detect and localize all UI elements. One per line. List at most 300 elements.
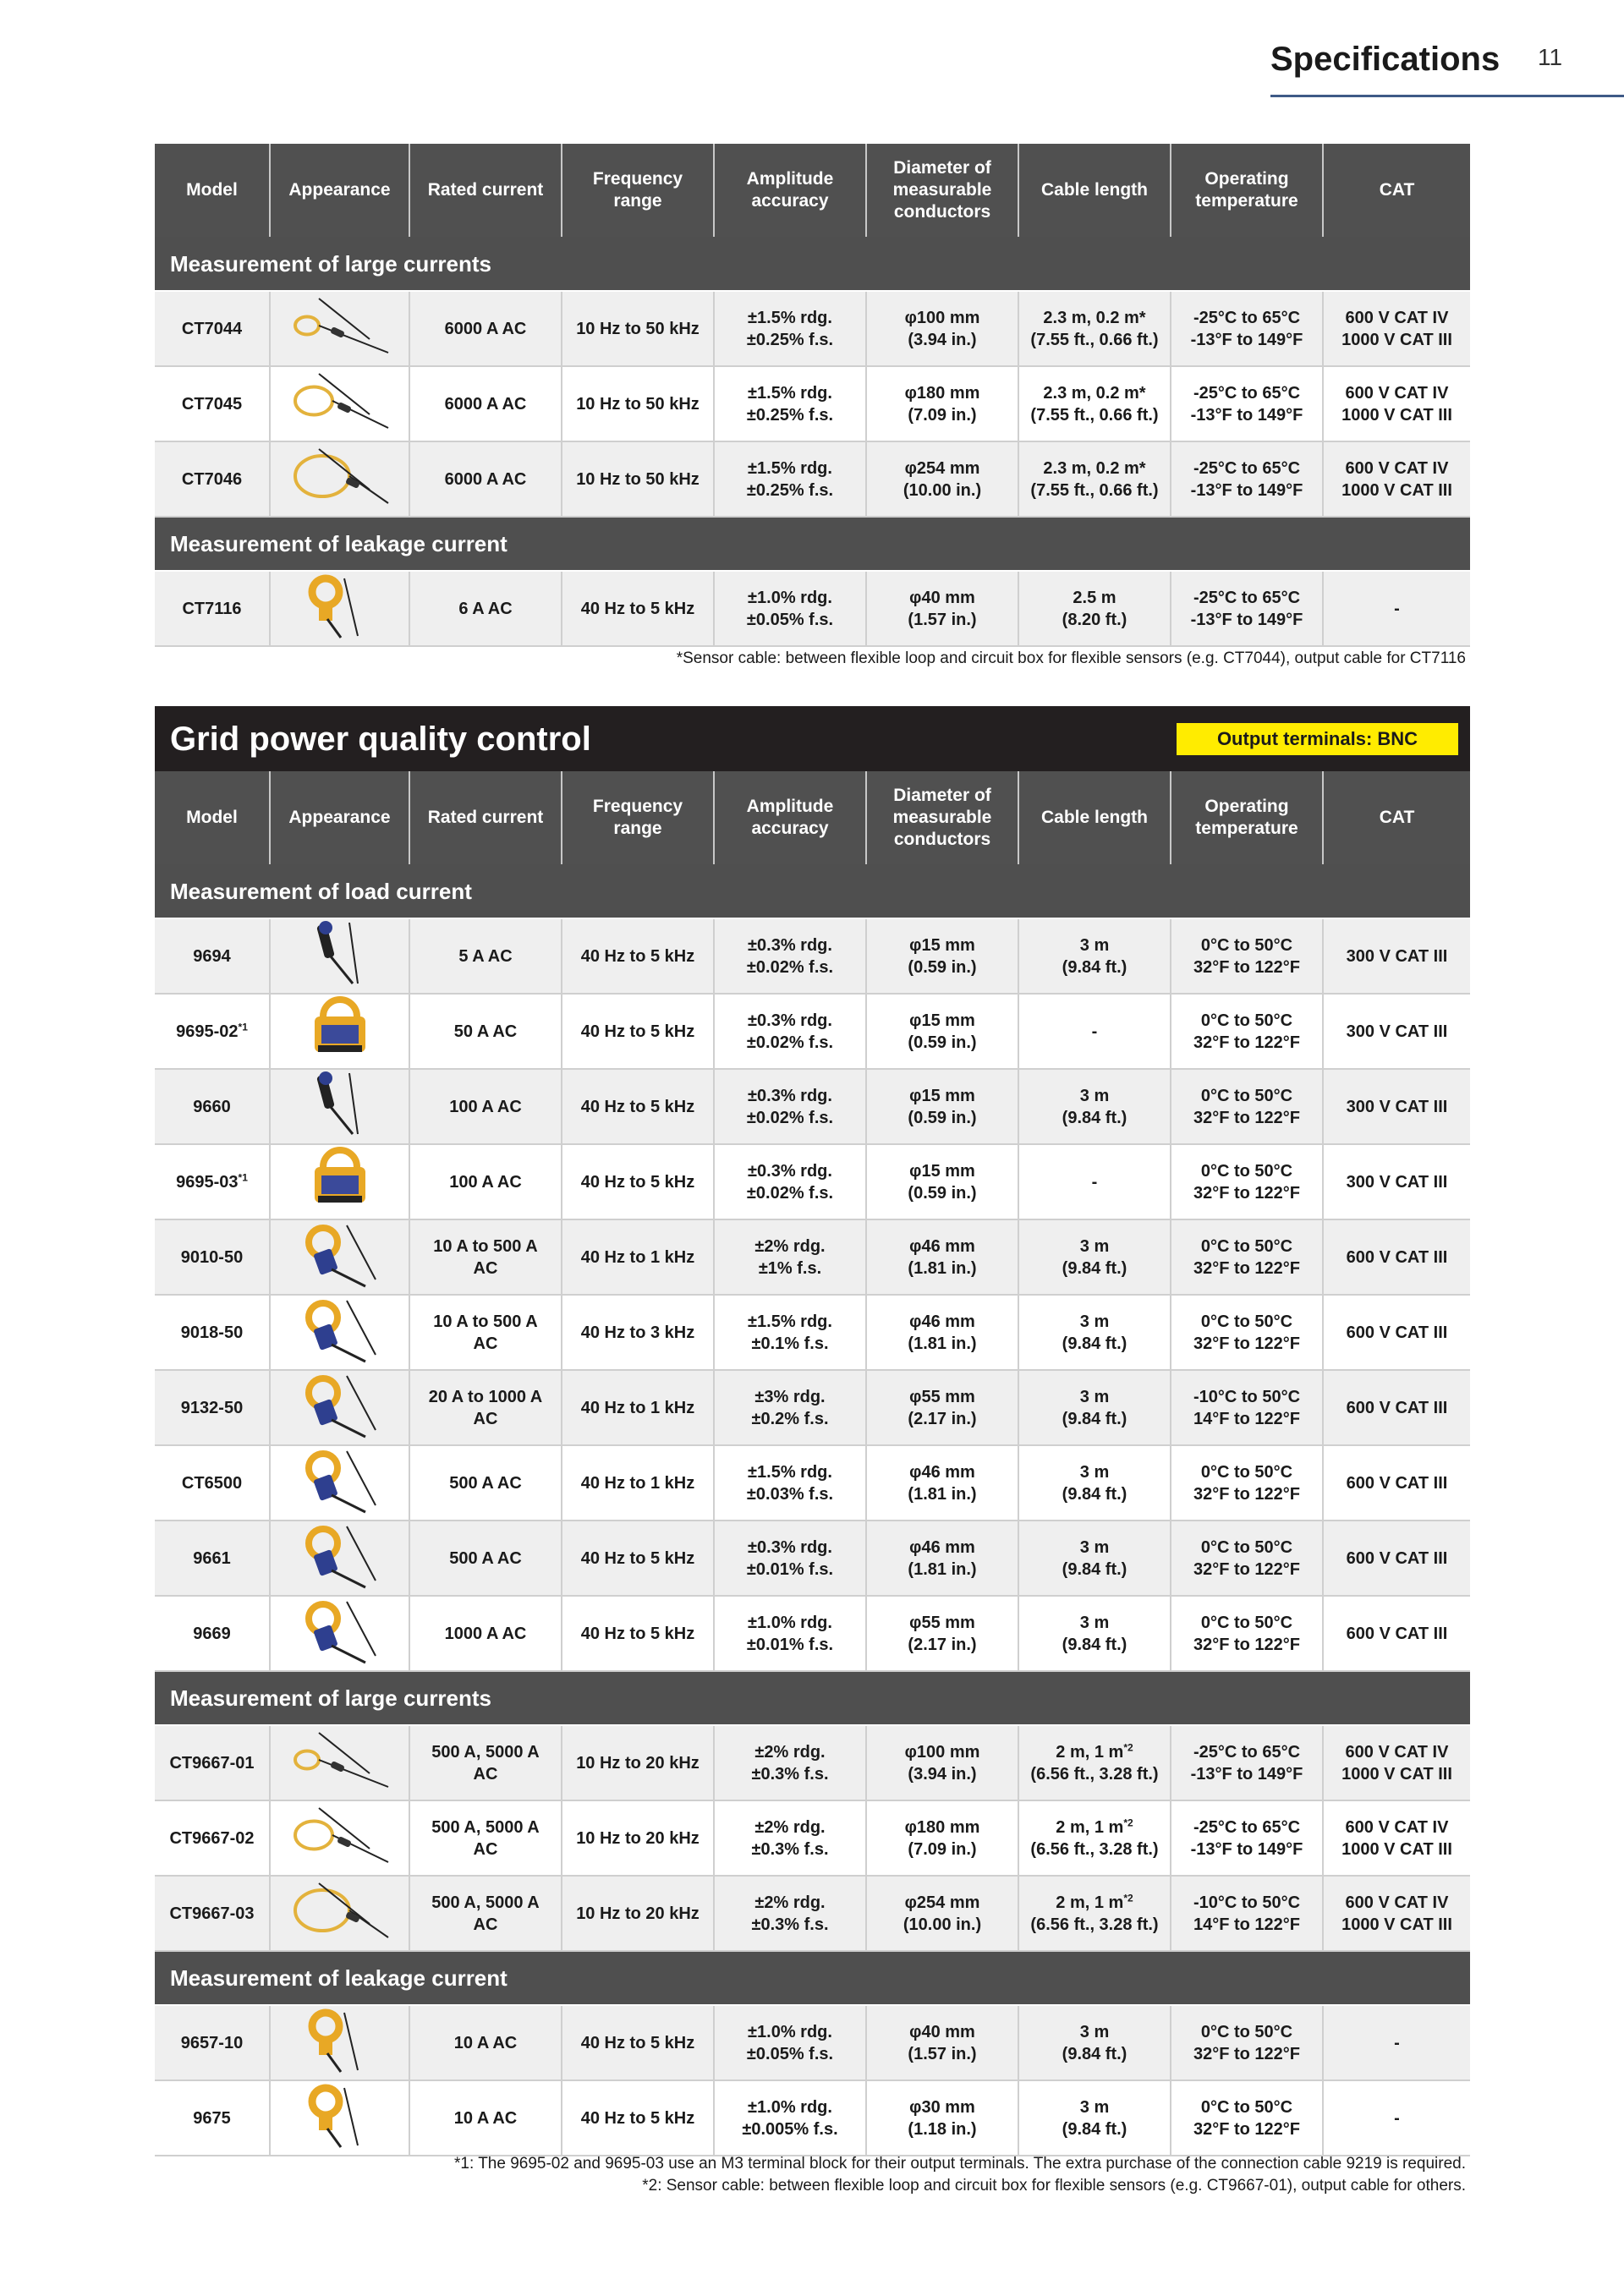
cable-length-cell-line: - — [1091, 1022, 1098, 1041]
diameter-cell-line: (0.59 in.) — [908, 1108, 977, 1127]
rated-current-cell — [409, 2005, 562, 2080]
table-row — [155, 1521, 1470, 1596]
operating-temperature-cell — [1171, 291, 1323, 366]
small-clamp-sensor-icon — [302, 973, 378, 991]
flexible-loop-sensor-icon — [285, 1779, 395, 1798]
appearance-cell — [270, 1725, 409, 1800]
cable-length-cell — [1018, 1725, 1171, 1800]
frequency-range-cell-line: 40 Hz to 5 kHz — [580, 1097, 695, 1116]
diameter-cell-line: φ15 mm — [909, 1011, 975, 1030]
cable-length-cell-line: 2.3 m, 0.2 m* — [1043, 458, 1146, 478]
frequency-range-cell — [562, 2080, 714, 2156]
cable-length-cell-line: 3 m — [1079, 935, 1110, 955]
cable-length-cell-line: (9.84 ft.) — [1062, 1258, 1127, 1278]
diameter-cell — [866, 994, 1018, 1069]
cat-cell — [1323, 441, 1470, 517]
diameter-cell — [866, 1521, 1018, 1596]
appearance-cell — [270, 366, 409, 441]
column-header: Frequency range — [562, 771, 714, 864]
cat-cell-line: 1000 V CAT III — [1341, 405, 1452, 425]
frequency-range-cell-line: 10 Hz to 50 kHz — [576, 319, 700, 338]
amplitude-accuracy-cell-line: ±0.25% f.s. — [746, 480, 834, 500]
cat-cell — [1323, 918, 1470, 994]
rated-current-cell-line: 500 A, 5000 A — [431, 1742, 540, 1762]
table-row — [155, 1370, 1470, 1445]
operating-temperature-cell-line: -13°F to 149°F — [1190, 405, 1303, 425]
table-row — [155, 441, 1470, 517]
diameter-cell-line: (3.94 in.) — [908, 1764, 977, 1784]
cable-length-cell-line: 2.3 m, 0.2 m* — [1043, 308, 1146, 327]
cable-length-cell-line: (7.55 ft., 0.66 ft.) — [1030, 405, 1159, 425]
operating-temperature-cell-line: -25°C to 65°C — [1193, 1817, 1301, 1837]
section-heading: Measurement of leakage current — [155, 1951, 1470, 2005]
model-name: 9018-50 — [180, 1323, 244, 1342]
operating-temperature-cell — [1171, 1445, 1323, 1521]
section-heading: Measurement of large currents — [155, 1671, 1470, 1725]
amplitude-accuracy-cell-line: ±1.0% rdg. — [748, 588, 832, 607]
cable-length-cell — [1018, 1521, 1171, 1596]
model-cell — [155, 1445, 270, 1521]
cat-cell — [1323, 291, 1470, 366]
cable-length-cell — [1018, 1219, 1171, 1295]
rated-current-cell — [409, 571, 562, 646]
clamp-sensor-icon — [298, 1424, 382, 1443]
appearance-cell — [270, 2080, 409, 2156]
diameter-cell-line: φ100 mm — [904, 308, 980, 327]
rated-current-cell-line: 6000 A AC — [444, 469, 527, 489]
amplitude-accuracy-cell — [714, 1370, 866, 1445]
rated-current-cell-line: AC — [473, 1258, 498, 1278]
flexible-loop-sensor-icon — [285, 1855, 395, 1873]
appearance-cell — [270, 441, 409, 517]
column-header: Cable length — [1018, 144, 1171, 237]
cable-length-cell-line: 3 m — [1079, 1387, 1110, 1406]
rated-current-cell-line: 500 A, 5000 A — [431, 1893, 540, 1912]
clamp-sensor-icon — [298, 1650, 382, 1669]
column-header: Amplitude accuracy — [714, 771, 866, 864]
model-name: CT9667-02 — [169, 1828, 255, 1848]
diameter-cell-line: (1.81 in.) — [908, 1258, 977, 1278]
cat-cell-line: - — [1394, 2108, 1400, 2128]
operating-temperature-cell-line: 32°F to 122°F — [1193, 1108, 1301, 1127]
column-header: Operating temperature — [1171, 144, 1323, 237]
header-row — [155, 771, 1470, 864]
operating-temperature-cell-line: -10°C to 50°C — [1193, 1893, 1301, 1912]
diameter-cell-line: (0.59 in.) — [908, 1033, 977, 1052]
amplitude-accuracy-cell-line: ±1.5% rdg. — [748, 308, 832, 327]
model-cell — [155, 1800, 270, 1876]
operating-temperature-cell-line: 0°C to 50°C — [1200, 935, 1293, 955]
frequency-range-cell — [562, 1521, 714, 1596]
cable-length-cell-line: (6.56 ft., 3.28 ft.) — [1030, 1915, 1159, 1934]
rated-current-cell-line: 20 A to 1000 A — [428, 1387, 543, 1406]
diameter-cell — [866, 1725, 1018, 1800]
cat-cell — [1323, 1445, 1470, 1521]
rated-current-cell — [409, 1876, 562, 1951]
model-cell — [155, 994, 270, 1069]
table-row — [155, 1445, 1470, 1521]
amplitude-accuracy-cell — [714, 994, 866, 1069]
model-cell — [155, 571, 270, 646]
diameter-cell-line: (1.81 in.) — [908, 1484, 977, 1504]
column-header: Model — [155, 144, 270, 237]
cat-cell-line: 600 V CAT IV — [1345, 1817, 1449, 1837]
appearance-cell — [270, 2005, 409, 2080]
frequency-range-cell-line: 10 Hz to 50 kHz — [576, 469, 700, 489]
diameter-cell — [866, 1370, 1018, 1445]
amplitude-accuracy-cell-line: ±1.5% rdg. — [748, 1312, 832, 1331]
cat-cell — [1323, 1596, 1470, 1671]
cat-cell-line: 600 V CAT IV — [1345, 458, 1449, 478]
amplitude-accuracy-cell — [714, 918, 866, 994]
operating-temperature-cell — [1171, 1876, 1323, 1951]
diameter-cell-line: φ40 mm — [909, 2022, 975, 2041]
cable-length-cell — [1018, 1069, 1171, 1144]
operating-temperature-cell-line: 0°C to 50°C — [1200, 2097, 1293, 2117]
model-cell — [155, 2005, 270, 2080]
cat-cell-line: 300 V CAT III — [1346, 1172, 1448, 1192]
rated-current-cell-line: 10 A AC — [453, 2108, 518, 2128]
operating-temperature-cell-line: 0°C to 50°C — [1200, 1236, 1293, 1256]
appearance-cell — [270, 1876, 409, 1951]
operating-temperature-cell-line: -13°F to 149°F — [1190, 330, 1303, 349]
operating-temperature-cell — [1171, 2080, 1323, 2156]
table-row — [155, 2080, 1470, 2156]
rated-current-cell-line: 10 A AC — [453, 2033, 518, 2052]
rated-current-cell-line: 500 A AC — [449, 1473, 522, 1493]
amplitude-accuracy-cell — [714, 1521, 866, 1596]
diameter-cell-line: φ254 mm — [904, 1893, 980, 1912]
rated-current-cell — [409, 441, 562, 517]
cable-length-cell-line: (9.84 ft.) — [1062, 1484, 1127, 1504]
frequency-range-cell — [562, 1144, 714, 1219]
amplitude-accuracy-cell — [714, 1596, 866, 1671]
cable-length-cell-line: 3 m — [1079, 1613, 1110, 1632]
section-heading: Measurement of load current — [155, 864, 1470, 918]
operating-temperature-cell-line: -25°C to 65°C — [1193, 308, 1301, 327]
cat-cell-line: 600 V CAT IV — [1345, 1893, 1449, 1912]
flexible-loop-sensor-icon — [285, 1930, 395, 1948]
table-row — [155, 571, 1470, 646]
cat-cell-line: 1000 V CAT III — [1341, 1764, 1452, 1784]
cat-cell-line: - — [1394, 2033, 1400, 2052]
diameter-cell-line: φ15 mm — [909, 1086, 975, 1105]
amplitude-accuracy-cell — [714, 291, 866, 366]
frequency-range-cell — [562, 571, 714, 646]
operating-temperature-cell-line: 32°F to 122°F — [1193, 1635, 1301, 1654]
rated-current-cell-line: 6000 A AC — [444, 394, 527, 414]
section-heading: Measurement of large currents — [155, 237, 1470, 291]
rated-current-cell — [409, 1144, 562, 1219]
model-name: CT7116 — [182, 599, 242, 618]
amplitude-accuracy-cell — [714, 1800, 866, 1876]
model-name: 9660 — [193, 1097, 231, 1116]
model-name: 9657-10 — [180, 2033, 244, 2052]
amplitude-accuracy-cell-line: ±0.3% rdg. — [748, 1537, 832, 1557]
cable-length-cell — [1018, 918, 1171, 994]
column-header: CAT — [1323, 771, 1470, 864]
amplitude-accuracy-cell-line: ±0.03% f.s. — [746, 1484, 834, 1504]
model-cell — [155, 1725, 270, 1800]
column-header: Cable length — [1018, 771, 1171, 864]
rated-current-cell-line: AC — [473, 1409, 498, 1428]
cat-cell — [1323, 1876, 1470, 1951]
cable-length-cell — [1018, 2080, 1171, 2156]
amplitude-accuracy-cell-line: ±0.3% rdg. — [748, 1161, 832, 1181]
clamp-sensor-icon — [298, 1499, 382, 1518]
frequency-range-cell — [562, 1800, 714, 1876]
operating-temperature-cell-line: 0°C to 50°C — [1200, 1462, 1293, 1482]
cable-length-cell-line: 3 m — [1079, 2097, 1110, 2117]
table-row — [155, 366, 1470, 441]
amplitude-accuracy-cell-line: ±0.25% f.s. — [746, 405, 834, 425]
appearance-cell — [270, 1370, 409, 1445]
cable-length-cell — [1018, 1370, 1171, 1445]
appearance-cell — [270, 1219, 409, 1295]
frequency-range-cell — [562, 1069, 714, 1144]
column-header: Amplitude accuracy — [714, 144, 866, 237]
operating-temperature-cell — [1171, 1596, 1323, 1671]
amplitude-accuracy-cell — [714, 1069, 866, 1144]
diameter-cell-line: (2.17 in.) — [908, 1635, 977, 1654]
frequency-range-cell — [562, 291, 714, 366]
operating-temperature-cell-line: -25°C to 65°C — [1193, 588, 1301, 607]
frequency-range-cell-line: 40 Hz to 1 kHz — [580, 1398, 695, 1417]
operating-temperature-cell-line: 0°C to 50°C — [1200, 1613, 1293, 1632]
cat-cell — [1323, 2005, 1470, 2080]
section-title: Grid power quality control — [170, 721, 591, 758]
cat-cell — [1323, 1800, 1470, 1876]
diameter-cell-line: (1.81 in.) — [908, 1334, 977, 1353]
diameter-cell-line: φ40 mm — [909, 588, 975, 607]
cable-length-cell-line: 3 m — [1079, 1086, 1110, 1105]
operating-temperature-cell-line: 14°F to 122°F — [1193, 1409, 1301, 1428]
rated-current-cell — [409, 1521, 562, 1596]
diameter-cell-line: (1.57 in.) — [908, 610, 977, 629]
table-row — [155, 1295, 1470, 1370]
rated-current-cell — [409, 918, 562, 994]
appearance-cell — [270, 994, 409, 1069]
amplitude-accuracy-cell-line: ±1.5% rdg. — [748, 1462, 832, 1482]
rated-current-cell-line: 500 A AC — [449, 1548, 522, 1568]
amplitude-accuracy-cell-line: ±0.3% f.s. — [751, 1764, 829, 1784]
section-row — [155, 237, 1470, 291]
amplitude-accuracy-cell — [714, 571, 866, 646]
cable-length-cell — [1018, 571, 1171, 646]
column-header: Rated current — [409, 771, 562, 864]
cable-length-cell-line: (9.84 ft.) — [1062, 1409, 1127, 1428]
column-header: Model — [155, 771, 270, 864]
flexible-loop-sensor-icon — [285, 420, 395, 439]
amplitude-accuracy-cell-line: ±0.02% f.s. — [746, 1108, 834, 1127]
amplitude-accuracy-cell — [714, 1725, 866, 1800]
operating-temperature-cell-line: 32°F to 122°F — [1193, 1033, 1301, 1052]
amplitude-accuracy-cell-line: ±0.3% rdg. — [748, 1086, 832, 1105]
diameter-cell — [866, 291, 1018, 366]
cat-cell — [1323, 366, 1470, 441]
operating-temperature-cell — [1171, 1295, 1323, 1370]
clamp-sensor-icon — [298, 1575, 382, 1593]
clamp-sensor-icon — [298, 1349, 382, 1367]
frequency-range-cell-line: 40 Hz to 5 kHz — [580, 2108, 695, 2128]
cat-cell-line: 600 V CAT IV — [1345, 383, 1449, 403]
column-header: Appearance — [270, 771, 409, 864]
frequency-range-cell — [562, 1219, 714, 1295]
diameter-cell — [866, 1144, 1018, 1219]
frequency-range-cell-line: 40 Hz to 5 kHz — [580, 2033, 695, 2052]
column-header: Operating temperature — [1171, 771, 1323, 864]
amplitude-accuracy-cell — [714, 441, 866, 517]
diameter-cell — [866, 1800, 1018, 1876]
terminal-block-sensor-icon — [306, 1198, 374, 1217]
operating-temperature-cell-line: 14°F to 122°F — [1193, 1915, 1301, 1934]
cat-cell-line: 600 V CAT IV — [1345, 1742, 1449, 1762]
spec-table-1 — [155, 144, 1470, 647]
cable-length-cell-line: (9.84 ft.) — [1062, 1334, 1127, 1353]
amplitude-accuracy-cell — [714, 1295, 866, 1370]
operating-temperature-cell-line: 0°C to 50°C — [1200, 1086, 1293, 1105]
table-row — [155, 918, 1470, 994]
cat-cell — [1323, 1144, 1470, 1219]
diameter-cell — [866, 1069, 1018, 1144]
operating-temperature-cell — [1171, 1219, 1323, 1295]
cat-cell-line: 600 V CAT III — [1346, 1323, 1448, 1342]
diameter-cell-line: (10.00 in.) — [903, 480, 982, 500]
operating-temperature-cell — [1171, 1725, 1323, 1800]
amplitude-accuracy-cell-line: ±1.5% rdg. — [748, 458, 832, 478]
operating-temperature-cell-line: 32°F to 122°F — [1193, 1334, 1301, 1353]
frequency-range-cell — [562, 1876, 714, 1951]
cat-cell-line: 300 V CAT III — [1346, 946, 1448, 966]
amplitude-accuracy-cell-line: ±0.3% rdg. — [748, 935, 832, 955]
table-row — [155, 1219, 1470, 1295]
frequency-range-cell — [562, 2005, 714, 2080]
frequency-range-cell — [562, 994, 714, 1069]
amplitude-accuracy-cell-line: ±0.01% f.s. — [746, 1559, 834, 1579]
frequency-range-cell-line: 40 Hz to 3 kHz — [580, 1323, 695, 1342]
operating-temperature-cell-line: 32°F to 122°F — [1193, 1484, 1301, 1504]
model-cell — [155, 366, 270, 441]
amplitude-accuracy-cell-line: ±1.0% rdg. — [748, 1613, 832, 1632]
cat-cell-line: 1000 V CAT III — [1341, 480, 1452, 500]
cable-length-cell-line: (9.84 ft.) — [1062, 957, 1127, 977]
diameter-cell-line: φ30 mm — [909, 2097, 975, 2117]
rated-current-cell-line: AC — [473, 1839, 498, 1859]
diameter-cell-line: φ100 mm — [904, 1742, 980, 1762]
cat-cell-line: 600 V CAT III — [1346, 1247, 1448, 1267]
operating-temperature-cell — [1171, 571, 1323, 646]
rated-current-cell-line: 10 A to 500 A — [433, 1312, 538, 1331]
rated-current-cell-line: AC — [473, 1334, 498, 1353]
operating-temperature-cell — [1171, 1370, 1323, 1445]
model-cell — [155, 1144, 270, 1219]
cable-length-cell-line: (6.56 ft., 3.28 ft.) — [1030, 1839, 1159, 1859]
cable-length-cell-line: 3 m — [1079, 2022, 1110, 2041]
model-name: CT7046 — [181, 469, 243, 489]
cable-length-cell-line: (7.55 ft., 0.66 ft.) — [1030, 330, 1159, 349]
frequency-range-cell-line: 40 Hz to 1 kHz — [580, 1473, 695, 1493]
cat-cell-line: 600 V CAT III — [1346, 1398, 1448, 1417]
frequency-range-cell-line: 40 Hz to 1 kHz — [580, 1247, 695, 1267]
table-row — [155, 1800, 1470, 1876]
cable-length-cell-line: 2.3 m, 0.2 m* — [1043, 383, 1146, 403]
frequency-range-cell-line: 10 Hz to 20 kHz — [576, 1753, 700, 1773]
operating-temperature-cell-line: -13°F to 149°F — [1190, 610, 1303, 629]
cable-length-cell-line: 2.5 m — [1073, 588, 1116, 607]
rated-current-cell — [409, 994, 562, 1069]
operating-temperature-cell-line: -13°F to 149°F — [1190, 1839, 1303, 1859]
diameter-cell-line: φ46 mm — [909, 1312, 975, 1331]
amplitude-accuracy-cell-line: ±0.01% f.s. — [746, 1635, 834, 1654]
appearance-cell — [270, 1144, 409, 1219]
diameter-cell-line: (2.17 in.) — [908, 1409, 977, 1428]
operating-temperature-cell-line: -13°F to 149°F — [1190, 1764, 1303, 1784]
amplitude-accuracy-cell-line: ±0.005% f.s. — [742, 2119, 838, 2139]
amplitude-accuracy-cell-line: ±3% rdg. — [754, 1387, 826, 1406]
cat-cell — [1323, 1219, 1470, 1295]
diameter-cell — [866, 1445, 1018, 1521]
footnote-ref: *1 — [238, 1020, 248, 1033]
amplitude-accuracy-cell-line: ±0.3% f.s. — [751, 1839, 829, 1859]
rated-current-cell — [409, 1445, 562, 1521]
frequency-range-cell — [562, 918, 714, 994]
cable-length-cell-line: (9.84 ft.) — [1062, 1635, 1127, 1654]
table-row — [155, 1725, 1470, 1800]
amplitude-accuracy-cell-line: ±0.05% f.s. — [746, 2044, 834, 2063]
operating-temperature-cell-line: -13°F to 149°F — [1190, 480, 1303, 500]
frequency-range-cell-line: 40 Hz to 5 kHz — [580, 1624, 695, 1643]
amplitude-accuracy-cell-line: ±0.02% f.s. — [746, 1033, 834, 1052]
operating-temperature-cell-line: -25°C to 65°C — [1193, 458, 1301, 478]
section-row — [155, 1671, 1470, 1725]
cable-length-cell-line: (9.84 ft.) — [1062, 2119, 1127, 2139]
model-cell — [155, 1876, 270, 1951]
diameter-cell-line: (1.57 in.) — [908, 2044, 977, 2063]
column-header: Diameter of measurable conductors — [866, 144, 1018, 237]
diameter-cell-line: (3.94 in.) — [908, 330, 977, 349]
model-cell — [155, 1219, 270, 1295]
rated-current-cell-line: 10 A to 500 A — [433, 1236, 538, 1256]
rated-current-cell — [409, 1069, 562, 1144]
terminal-block-sensor-icon — [306, 1048, 374, 1066]
rated-current-cell-line: 6000 A AC — [444, 319, 527, 338]
model-name: CT7044 — [181, 319, 243, 338]
page-title: Specifications — [1270, 41, 1501, 78]
cable-length-cell-line: 2 m, 1 m — [1056, 1893, 1124, 1912]
cable-length-cell — [1018, 1144, 1171, 1219]
rated-current-cell-line: 50 A AC — [453, 1022, 518, 1041]
diameter-cell-line: φ46 mm — [909, 1537, 975, 1557]
cat-cell-line: 600 V CAT III — [1346, 1624, 1448, 1643]
diameter-cell-line: φ15 mm — [909, 935, 975, 955]
appearance-cell — [270, 1521, 409, 1596]
cable-length-cell-line: (6.56 ft., 3.28 ft.) — [1030, 1764, 1159, 1784]
amplitude-accuracy-cell-line: ±0.3% rdg. — [748, 1011, 832, 1030]
operating-temperature-cell-line: -10°C to 50°C — [1193, 1387, 1301, 1406]
column-header: Rated current — [409, 144, 562, 237]
operating-temperature-cell — [1171, 2005, 1323, 2080]
rated-current-cell — [409, 1800, 562, 1876]
cat-cell — [1323, 994, 1470, 1069]
diameter-cell — [866, 441, 1018, 517]
diameter-cell-line: φ46 mm — [909, 1236, 975, 1256]
rated-current-cell-line: 6 A AC — [458, 599, 513, 618]
amplitude-accuracy-cell-line: ±0.1% f.s. — [751, 1334, 829, 1353]
amplitude-accuracy-cell-line: ±0.25% f.s. — [746, 330, 834, 349]
rated-current-cell — [409, 1219, 562, 1295]
amplitude-accuracy-cell-line: ±1.0% rdg. — [748, 2097, 832, 2117]
frequency-range-cell — [562, 366, 714, 441]
